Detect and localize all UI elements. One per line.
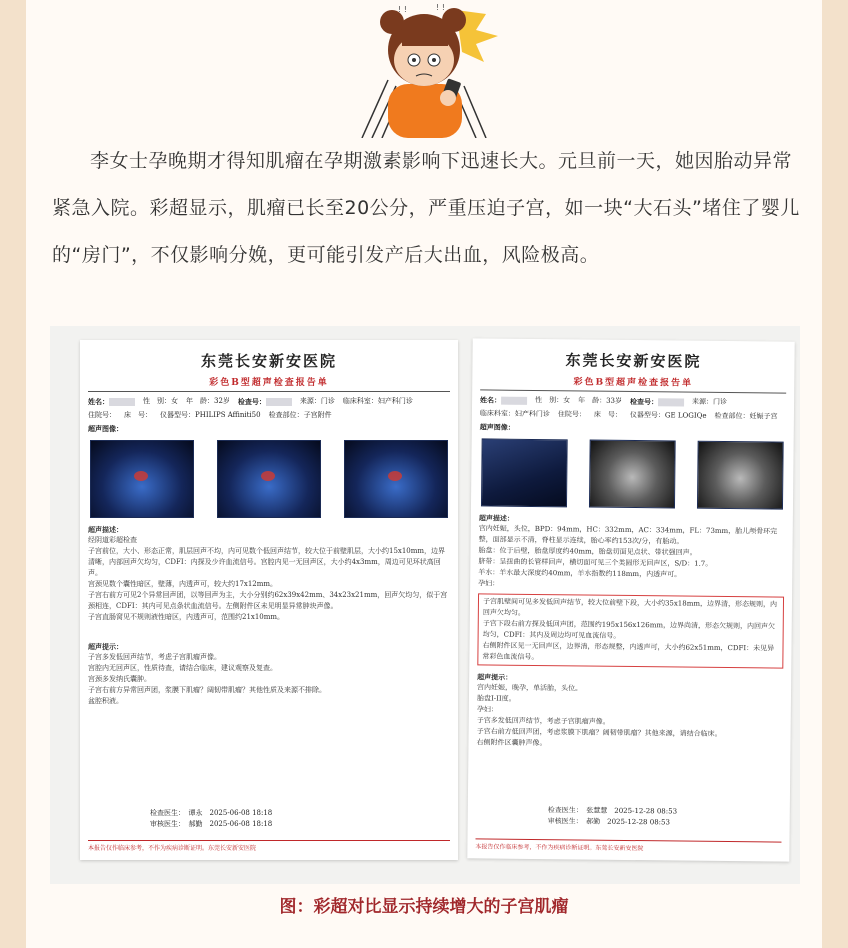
report-footer: 本报告仅作临床参考，不作为疾病诊断证明。东莞长安新安医院 [475,838,781,853]
report-conclusion: 超声提示： 子宫多发低回声结节，考虑子宫肌瘤声像。 宫腔内无回声区，性质待查，请结合临床，建议观察及复查。 宫颈多发纳氏囊肿。 子宫右前方异常回声团，浆膜下肌瘤？阔韧带肌瘤？其他性质及来源不排除。 盆腔积液。 [88,642,326,705]
patient-info: 姓名： 性 别：女 年 龄：32岁 检查号： 来源：门诊 临床科室：妇产科门诊 住院号： 床 号： 仪器型号：PHILIPS Affiniti50 检查部位：子宫附件 [88,397,413,419]
patient-info: 姓名： 性 别：女 年 龄：33岁 检查号： 来源：门诊 临床科室：妇产科门诊 住院号： 床 号： 仪器型号：GE LOGIQe 检查部位：妊娠子宫 [479,395,778,421]
ultrasound-image [481,438,568,507]
right-frame [822,0,848,948]
ultrasound-image [344,440,448,518]
svg-text:! !: ! ! [398,5,407,14]
report-signatures: 检查医生： 张慧慧 2025-12-28 08:53 审核医生： 郝勤 2025-12-28 08:53 [547,806,678,827]
ultrasound-image [589,440,676,509]
ultrasound-image [217,440,321,518]
left-frame [0,0,26,948]
highlighted-findings: 子宫肌壁间可见多发低回声结节，较大位前壁下段，大小约35x18mm，边界清，形态规则，内回声欠均匀。 子宫下段右前方探及低回声团，范围约195x156x126mm，边界尚清，形态欠规则，内回声欠均匀，CDFI：其内及周边均可见血流信号。 右侧附件区见一无回声区，边界清，形态规整，内透声可，大小约62x51mm，CDFI：未见异常彩色血流信号。 [477,593,784,668]
ultrasound-report-december: 东莞长安新安医院 彩色B型超声检查报告单 姓名： 性 别：女 年 龄：33岁 检查号： 来源：门诊 临床科室：妇产科门诊 住院号： 床 号： 仪器型号：GE LOGIQe 检查部位：妊娠子宫 超声图像： 超声描述： 宫内妊娠，头位，BPD：94mm，HC：332mm，AC：334mm，FL：73mm，胎儿颅骨环完整，面部显示不清，脊柱显示连续，胎心率约153次/分，有胎动。 胎盘：位于后壁，胎盘厚度约40mm，胎盘切面见点状、带状强回声。 脐带：呈扭曲的长管样回声，横切面可见三个类圆形无回声区，S/D：1.7。 羊水：羊水最大深度约40mm，羊水指数约118mm，内透声可。 孕妇： 子宫肌壁间可见多发低回声结节，较大位前壁下段，大小约35x18mm，边界清，形态规则，内回声欠均匀。 子宫下段右前方探及低回声团，范围约195x156x126mm，边界尚清，形态欠规则，内回声欠均匀，CDFI：其内及周边均可见血流信号。 右侧附件区见一无回声区，边界清，形态规整，内透声可，大小约62x51mm，CDFI：未见异常彩色血流信号。 超声提示： 宫内妊娠，晚孕，单活胎，头位。 胎盘I-II度。 孕妇： 子宫多发低回声结节，考虑子宫肌瘤声像。 子宫右前方低回声团，考虑浆膜下肌瘤？阔韧带肌瘤？其他来源，请结合临床。 右侧附件区囊肿声像。 检查医生： 张慧慧 2025-12-28 08:53 审核医生： 郝勤 2025-12-28 08:53 本报告仅作临床参考，不作为疾病诊断证明。东莞长安新安医院 [467,338,794,861]
report-description: 超声描述： 经阴道彩超检查 子宫前位，大小、形态正常，肌层回声不均，内可见数个低回声结节，较大位于前壁肌层，大小约15x10mm，边界清晰，内部回声欠均匀，CDFI：内探及少许血流信号。宫腔内见一无回声区，大小约4x3mm，周边可见环状高回声。 宫颈见数个囊性暗区，壁薄，内透声可，较大约17x12mm。 子宫右前方可见2个异常回声团，以等回声为主，大小分别约62x39x42mm、34x23x21mm，回声欠均匀，似于宫颈相连，CDFI：其内可见点条状血流信号。左侧附件区未见明显异常肿块声像。 子宫直肠窝见不规则液性暗区，内透声可，范围约21x10mm。 [88,525,448,621]
cartoon-woman-illustration [336,0,506,138]
report-conclusion: 超声提示： 宫内妊娠，晚孕，单活胎，头位。 胎盘I-II度。 孕妇： 子宫多发低回声结节，考虑子宫肌瘤声像。 子宫右前方低回声团，考虑浆膜下肌瘤？阔韧带肌瘤？其他来源，请结合临床。 右侧附件区囊肿声像。 [476,672,722,748]
report-footer: 本报告仅作临床参考，不作为疾病诊断证明。东莞长安新安医院 [88,840,450,852]
report-signatures: 检查医生： 谭永 2025-06-08 18:18 审核医生： 郝勤 2025-06-08 18:18 [150,809,273,828]
article-paragraph: 李女士孕晚期才得知肌瘤在孕期激素影响下迅速长大。元旦前一天，她因胎动异常紧急入院。彩超显示，肌瘤已长至20公分，严重压迫子宫，如一块“大石头”堵住了婴儿的“房门”，不仅影响分娩，更可能引发产后大出血，风险极高。 [52,150,800,266]
ultrasound-image [90,440,194,518]
ultrasound-images [80,440,458,518]
report-hospital-name: 东莞长安新安医院 [565,351,702,371]
ultrasound-report-photo [50,326,800,884]
report-description: 超声描述： 宫内妊娠，头位，BPD：94mm，HC：332mm，AC：334mm，FL：73mm，胎儿颅骨环完整，面部显示不清，脊柱显示连续，胎心率约153次/分，有胎动。 胎盘：位于后壁，胎盘厚度约40mm，胎盘切面见点状、带状强回声。 脐带：呈扭曲的长管样回声，横切面可见三个类圆形无回声区，S/D：1.7。 羊水：羊水最大深度约40mm，羊水指数约118mm，内透声可。 孕妇： [478,513,778,588]
article-page [26,0,822,948]
ultrasound-image [697,441,784,510]
svg-text:! !: ! ! [436,3,445,12]
figure-caption: 图：彩超对比显示持续增大的子宫肌瘤 [279,897,569,917]
ultrasound-images [471,438,794,509]
report-hospital-name: 东莞长安新安医院 [200,352,337,370]
report-subtitle: 彩色B型超声检查报告单 [209,378,329,388]
report-subtitle: 彩色B型超声检查报告单 [573,377,694,389]
ultrasound-report-june: 东莞长安新安医院 彩色B型超声检查报告单 姓名： 性 别：女 年 龄：32岁 检查号： 来源：门诊 临床科室：妇产科门诊 住院号： 床 号： 仪器型号：PHILIPS Affiniti50 检查部位：子宫附件 超声图像： 超声描述： 经阴道彩超检查 子宫前位，大小、形态正常，肌层回声不均，内可见数个低回声结节，较大位于前壁肌层，大小约15x10mm，边界清晰，内部回声欠均匀，CDFI：内探及少许血流信号。宫腔内见一无回声区，大小约4x3mm，周边可见环状高回声。 宫颈见数个囊性暗区，壁薄，内透声可，较大约17x12mm。 子宫右前方可见2个异常回声团，以等回声为主，大小分别约62x39x42mm、34x23x21mm，回声欠均匀，似于宫颈相连，CDFI：其内可见点条状血流信号。左侧附件区未见明显异常肿块声像。 子宫直肠窝见不规则液性暗区，内透声可，范围约21x10mm。 超声提示： 子宫多发低回声结节，考虑子宫肌瘤声像。 宫腔内无回声区，性质待查，请结合临床，建议观察及复查。 宫颈多发纳氏囊肿。 子宫右前方异常回声团，浆膜下肌瘤？阔韧带肌瘤？其他性质及来源不排除。 盆腔积液。 检查医生： 谭永 2025-06-08 18:18 审核医生： 郝勤 2025-06-08 18:18 本报告仅作临床参考，不作为疾病诊断证明。东莞长安新安医院 [80,340,458,860]
